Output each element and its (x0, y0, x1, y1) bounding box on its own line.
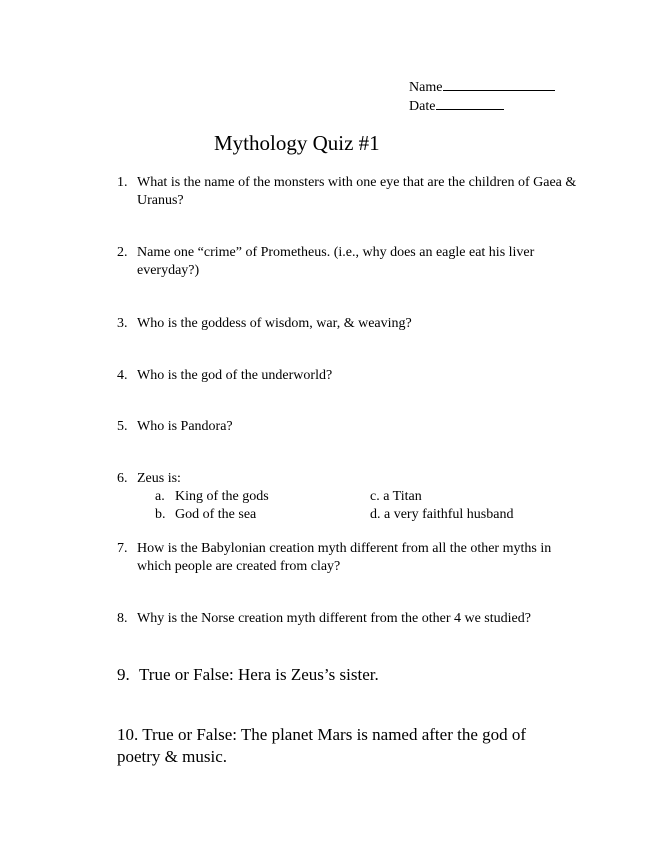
question-9 (117, 664, 587, 686)
question-8 (117, 610, 587, 628)
question-text: Why is the Norse creation myth different from the other 4 we studied? (137, 611, 531, 626)
option-text: a very faithful husband (384, 507, 514, 522)
option-b (155, 506, 256, 524)
question-number: 2. (117, 245, 128, 260)
question-2 (117, 244, 587, 280)
question-6 (117, 470, 587, 488)
question-7 (117, 540, 587, 576)
option-letter: d. (370, 507, 381, 522)
question-text: Who is the god of the underworld? (137, 368, 333, 383)
option-d (370, 506, 513, 524)
question-3 (117, 315, 587, 333)
question-text: Who is Pandora? (137, 419, 233, 434)
question-number: 7. (117, 541, 128, 556)
question-number: 5. (117, 419, 128, 434)
question-1 (117, 174, 587, 210)
question-text: Who is the goddess of wisdom, war, & weaving? (137, 316, 412, 331)
option-letter: b. (155, 507, 166, 522)
question-5 (117, 418, 587, 436)
student-info-fields (409, 78, 555, 116)
question-number: 10. (117, 725, 139, 744)
option-text: God of the sea (175, 507, 257, 522)
option-text: King of the gods (175, 489, 269, 504)
option-a (155, 488, 269, 506)
page-title: Mythology Quiz #1 (214, 131, 380, 155)
question-text: True or False: Hera is Zeus’s sister. (139, 665, 379, 684)
question-text: Name one “crime” of Prometheus. (i.e., why does an eagle eat his liver everyday?) (137, 245, 535, 278)
question-text: Zeus is: (137, 471, 181, 486)
question-number: 4. (117, 368, 128, 383)
name-blank-line[interactable] (443, 78, 555, 91)
question-number: 1. (117, 175, 128, 190)
question-text: True or False: The planet Mars is named after the god of poetry & music. (117, 725, 527, 766)
question-number: 3. (117, 316, 128, 331)
date-blank-line[interactable] (436, 97, 504, 110)
question-number: 9. (117, 665, 130, 684)
question-10 (117, 724, 557, 768)
question-text: What is the name of the monsters with one eye that are the children of Gaea & Uranus? (137, 175, 577, 208)
question-number: 6. (117, 471, 128, 486)
question-text: How is the Babylonian creation myth different from all the other myths in which people are created from clay? (137, 541, 552, 574)
name-label: Name (409, 80, 443, 95)
option-c (370, 488, 422, 506)
date-label: Date (409, 99, 436, 114)
name-field-row (409, 78, 555, 97)
question-number: 8. (117, 611, 128, 626)
question-4 (117, 367, 587, 385)
option-text: a Titan (383, 489, 422, 504)
date-field-row (409, 97, 555, 116)
option-letter: c. (370, 489, 380, 504)
option-letter: a. (155, 489, 165, 504)
